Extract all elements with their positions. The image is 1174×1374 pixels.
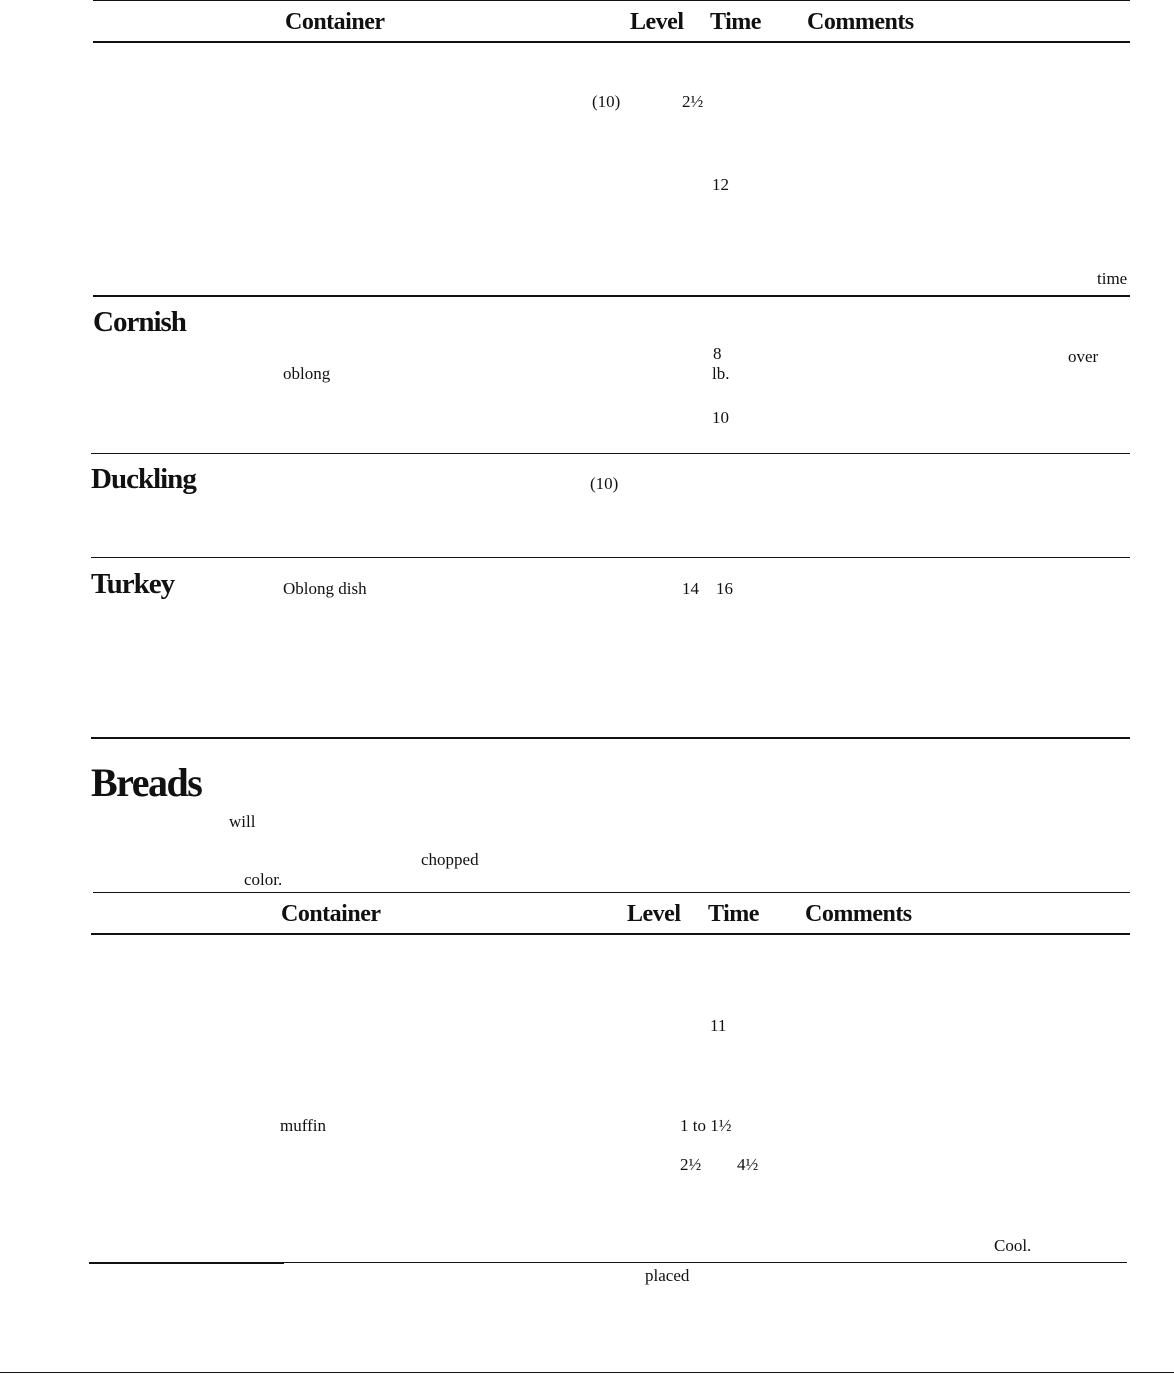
- time-value: 12: [712, 175, 729, 194]
- table-top-rule: [93, 0, 1130, 1]
- header-time: Time: [710, 9, 761, 35]
- container-value: muffin: [280, 1116, 326, 1135]
- breads-table-top-rule: [93, 892, 1130, 893]
- time-unit: lb.: [712, 364, 730, 383]
- table-bottom-rule: [284, 1262, 1127, 1263]
- time-value: 8: [713, 344, 722, 363]
- comment-fragment: time: [1097, 269, 1128, 288]
- header-comments: Comments: [807, 9, 914, 35]
- time-value: 16: [716, 579, 733, 598]
- time-value: 2½: [682, 92, 704, 111]
- container-value: oblong: [283, 364, 331, 383]
- page-bottom-edge: [0, 1372, 1174, 1373]
- intro-fragment: will: [229, 812, 256, 831]
- section-turkey: Turkey: [91, 568, 175, 600]
- row-divider: [91, 557, 1130, 558]
- row-divider: [91, 453, 1130, 454]
- header-container: Container: [281, 901, 381, 927]
- header-container: Container: [285, 9, 385, 35]
- row-divider: [93, 295, 1130, 297]
- time-value: 10: [712, 408, 729, 427]
- time-value: 14: [682, 579, 699, 598]
- section-cornish: Cornish: [93, 306, 186, 338]
- intro-fragment: chopped: [421, 850, 479, 869]
- time-value: 11: [710, 1016, 727, 1035]
- footnote-fragment: placed: [645, 1266, 690, 1285]
- header-rule: [91, 933, 1130, 935]
- time-value: 1 to 1½: [680, 1116, 732, 1135]
- comment-fragment: over: [1068, 347, 1099, 366]
- time-value: 2½: [680, 1155, 702, 1174]
- comment-fragment: Cool.: [994, 1236, 1032, 1255]
- header-level: Level: [630, 9, 684, 35]
- level-value: (10): [590, 474, 619, 493]
- container-value: Oblong dish: [283, 579, 367, 598]
- header-comments: Comments: [805, 901, 912, 927]
- section-duckling: Duckling: [91, 463, 196, 495]
- level-value: (10): [592, 92, 621, 111]
- breads-title: Breads: [91, 760, 202, 805]
- header-level: Level: [627, 901, 681, 927]
- section-end-rule: [91, 737, 1130, 739]
- intro-fragment: color.: [244, 870, 283, 889]
- header-rule: [93, 41, 1130, 43]
- time-value: 4½: [737, 1155, 759, 1174]
- footnote-rule-short: [89, 1262, 284, 1264]
- header-time: Time: [708, 901, 759, 927]
